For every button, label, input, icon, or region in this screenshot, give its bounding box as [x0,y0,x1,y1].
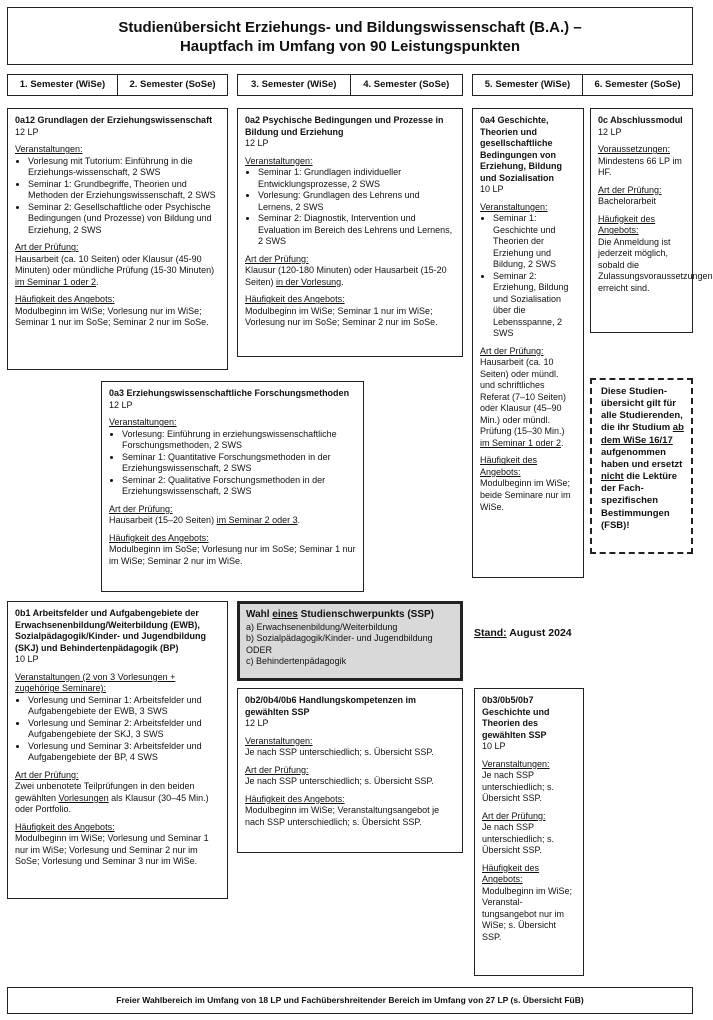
module-title: 0a3 Erziehungswissenschaftliche Forschungsmethoden [109,388,350,398]
course-item: • Seminar 1: Grundbegriffe, Theorien und Methoden der Erziehungswissenschaft, 2 SWS [28,179,220,202]
course-item: • Vorlesung: Grundlagen des Lehrens und Lernens, 2 SWS [258,190,455,213]
section-label-veranstaltungen: Veranstaltungen: [245,735,313,746]
section-label-veranstaltungen: Veranstaltungen: [480,201,548,212]
module-0a3 [101,381,364,592]
section-label-pruefung: Art der Prüfung: [109,503,173,514]
title-line-1: Studienübersicht Erziehungs- und Bildungswissenschaft (B.A.) – [118,19,582,36]
course-item: • Seminar 1: Geschichte und Theorien der Erziehung und Bildung, 2 SWS [493,213,576,271]
module-0a4 [472,108,584,578]
module-title: 0c Abschlussmodul [598,115,683,125]
footer-note: Freier Wahlbereich im Umfang von 18 LP und Fachübershreitender Bereich im Umfang von 27 LP (s. Übersicht FüB) [7,987,693,1014]
module-lp: 10 LP [482,741,506,752]
module-title: 0a2 Psychische Bedingungen und Prozesse in Bildung und Erziehung [245,115,444,137]
frequency-text: Modulbeginn im WiSe; beide Seminare nur im WiSe. [480,478,571,512]
section-label-haeufigkeit: Häufigkeit des Angebots: [598,213,656,236]
course-item: • Seminar 2: Qualitative Forschungsmethoden in der Erziehungswissenschaft, 2 SWS [122,475,356,498]
module-0b2-0b4-0b6 [237,688,463,853]
ssp-option-a: a) Erwachsenenbildung/Weiterbildung [246,621,398,632]
module-lp: 12 LP [15,126,39,137]
semester-5: 5. Semester (WiSe) [484,79,571,90]
module-0c [590,108,713,333]
course-item: • Vorlesung und Seminar 1: Arbeitsfelder und Aufgabengebiete der EWB, 3 SWS [28,695,220,718]
course-item: • Seminar 2: Gesellschaftliche oder Psychische Bedingungen (und Prozesse) von Bildung und Erziehung, 2 SWS [28,202,220,237]
module-title: 0a4 Geschichte, Theorien und gesellschaftliche Bedingungen von Erziehung, Bildung und Sozialisation [480,115,562,183]
frequency-text: Modulbeginn im WiSe; Vorlesung und Seminar 1 nur im WiSe; Vorlesung und Seminar 2 nur im SoSe; Vorlesung und Seminar 3 nur im WiSe. [15,833,209,867]
semester-1: 1. Semester (WiSe) [19,79,106,90]
course-list [109,429,356,498]
semester-2: 2. Semester (SoSe) [117,75,227,95]
semester-header-5-6 [472,74,693,96]
course-list [480,213,576,340]
section-label-pruefung: Art der Prüfung: [480,345,544,356]
exam-text: Hausarbeit (15–20 Seiten) im Seminar 2 oder 3. [109,515,301,526]
stand-date: Stand: August 2024 [474,627,572,639]
module-lp: 10 LP [15,654,39,665]
section-label-haeufigkeit: Häufigkeit des Angebots: [482,862,540,885]
section-label-voraussetzungen: Voraussetzungen: [598,144,671,155]
ssp-or: ODER [246,644,273,655]
course-item: • Vorlesung: Einführung in erziehungswissenschaftliche Forschungsmethoden, 2 SWS [122,429,356,452]
section-label-haeufigkeit: Häufigkeit des Angebots: [15,821,115,832]
course-item: • Vorlesung und Seminar 2: Arbeitsfelder und Aufgabengebiete der SKJ, 3 SWS [28,718,220,741]
section-label-haeufigkeit: Häufigkeit des Angebots: [15,294,115,305]
course-item: • Seminar 1: Quantitative Forschungsmethoden in der Erziehungswissenschaft, 2 SWS [122,452,356,475]
module-lp: 12 LP [109,399,133,410]
section-label-pruefung: Art der Prüfung: [245,253,309,264]
ssp-option-c: c) Behindertenpädagogik [246,656,347,667]
exam-text: Bachelorarbeit [598,196,657,207]
requirement-text: Mindestens 66 LP im HF. [598,155,682,178]
section-label-haeufigkeit: Häufigkeit des Angebots: [480,455,538,477]
module-0a2 [237,108,463,357]
section-label-pruefung: Art der Prüfung: [482,810,546,821]
module-title: 0a12 Grundlagen der Erziehungswissenschaft [15,115,213,125]
course-item: • Seminar 2: Diagnostik, Intervention und Evaluation im Bereich des Lehrens und Lernens, 2 SWS [258,213,455,248]
course-list [15,156,220,237]
section-label-haeufigkeit: Häufigkeit des Angebots: [109,532,209,543]
section-label-pruefung: Art der Prüfung: [15,242,79,253]
frequency-text: Modulbeginn im WiSe; Veranstal-tungsangebot nur im WiSe; s. Übersicht SSP. [482,885,573,942]
ssp-option-b: b) Sozialpädagogik/Kinder- und Jugendbildung [246,633,433,644]
module-0a12 [7,108,228,370]
section-label-veranstaltungen: Veranstaltungen: [482,758,550,769]
section-label-veranstaltungen: Veranstaltungen: [15,144,83,155]
frequency-text: Die Anmeldung ist jederzeit möglich, sobald die Zulassungsvoraussetzungen erreicht sind. [598,236,713,293]
frequency-text: Modulbeginn im WiSe; Veranstaltungsangebot je nach SSP unterschiedlich; s. Übersicht SSP. [245,805,440,827]
module-lp: 10 LP [480,184,504,195]
ssp-title: Wahl eines Studienschwerpunkts (SSP) [246,609,435,620]
section-label-haeufigkeit: Häufigkeit des Angebots: [245,294,345,305]
course-text: Je nach SSP unterschiedlich; s. Übersicht SSP. [482,770,555,804]
section-label-veranstaltungen: Veranstaltungen: [109,417,177,428]
module-lp: 12 LP [598,126,622,137]
ssp-selection-box [237,601,463,681]
course-list [245,167,455,248]
semester-3: 3. Semester (WiSe) [251,79,337,90]
semester-header-3-4 [237,74,463,96]
section-label-haeufigkeit: Häufigkeit des Angebots: [245,793,345,804]
title-line-2: Hauptfach im Umfang von 90 Leistungspunkten [179,38,521,55]
course-item: • Vorlesung mit Tutorium: Einführung in die Erziehungs-wissenschaft, 2 SWS [28,156,220,179]
section-label-pruefung: Art der Prüfung: [598,184,662,195]
semester-header-1-2 [7,74,228,96]
section-label-veranstaltungen: Veranstaltungen (2 von 3 Vorlesungen + zugehörige Seminare): [15,671,176,694]
course-text: Je nach SSP unterschiedlich; s. Übersicht SSP. [245,747,434,758]
page-title [7,7,693,65]
course-item: • Seminar 1: Grundlagen individueller Entwicklungsprozesse, 2 SWS [258,167,455,190]
exam-text: Hausarbeit (ca. 10 Seiten) oder Klausur (45-90 Minuten) oder mündliche Prüfung (15-30 Minuten) im Seminar 1 oder 2. [15,253,215,287]
module-0b1 [7,601,228,899]
exam-text: Je nach SSP unterschiedlich; s. Übersicht SSP. [482,822,555,856]
frequency-text: Modulbeginn im WiSe; Vorlesung nur im WiSe; Seminar 1 nur im SoSe; Seminar 2 nur im SoSe. [15,305,209,328]
frequency-text: Modulbeginn im SoSe; Vorlesung nur im SoSe; Seminar 1 nur im WiSe; Seminar 2 nur im WiSe. [109,544,356,566]
frequency-text: Modulbeginn im WiSe; Seminar 1 nur im WiSe; Vorlesung nur im SoSe; Seminar 2 nur im SoSe. [245,305,438,328]
module-title: 0b2/0b4/0b6 Handlungskompetenzen im gewählten SSP [245,695,417,717]
exam-text: Je nach SSP unterschiedlich; s. Übersicht SSP. [245,776,434,787]
module-0b3-0b5-0b7 [474,688,584,976]
section-label-pruefung: Art der Prüfung: [245,764,309,775]
course-item: • Seminar 2: Erziehung, Bildung und Sozialisation über die Lebensspanne, 2 SWS [493,271,576,340]
course-item: • Vorlesung und Seminar 3: Arbeitsfelder und Aufgabengebiete der BP, 4 SWS [28,741,220,764]
module-lp: 12 LP [245,138,269,149]
semester-6: 6. Semester (SoSe) [582,75,692,95]
course-list [15,695,220,764]
exam-text: Hausarbeit (ca. 10 Seiten) oder mündl. und schriftliches Referat (7–10 Seiten) oder Klausur (45–90 Min.) oder mündl. Prüfung (15–30 Min.) im Seminar 1 oder 2. [480,357,567,448]
section-label-pruefung: Art der Prüfung: [15,769,79,780]
module-title: 0b3/0b5/0b7 Geschichte und Theorien des gewählten SSP [482,695,550,740]
module-title: 0b1 Arbeitsfelder und Aufgabengebiete der Erwachsenenbildung/Weiterbildung (EWB), Sozialpädagogik/Kinder- und Jugendbildung (SKJ) und Behindertenpädagogik (BP) [15,608,206,653]
validity-note: Diese Studien-übersicht gilt für alle Studierenden, die ihr Studium ab dem WiSe 16/17 aufgenommen haben und ersetzt nicht die Lektüre der Fach-spezifischen Bestimmungen (FSB)! [590,378,693,554]
section-label-veranstaltungen: Veranstaltungen: [245,155,313,166]
semester-4: 4. Semester (SoSe) [350,75,463,95]
module-lp: 12 LP [245,718,269,729]
exam-text: Klausur (120-180 Minuten) oder Hausarbeit (15-20 Seiten) in der Vorlesung. [245,265,447,287]
exam-text: Zwei unbenotete Teilprüfungen in den beiden gewählten Vorlesungen als Klausur (30–45 Min.) oder Portfolio. [15,781,209,815]
